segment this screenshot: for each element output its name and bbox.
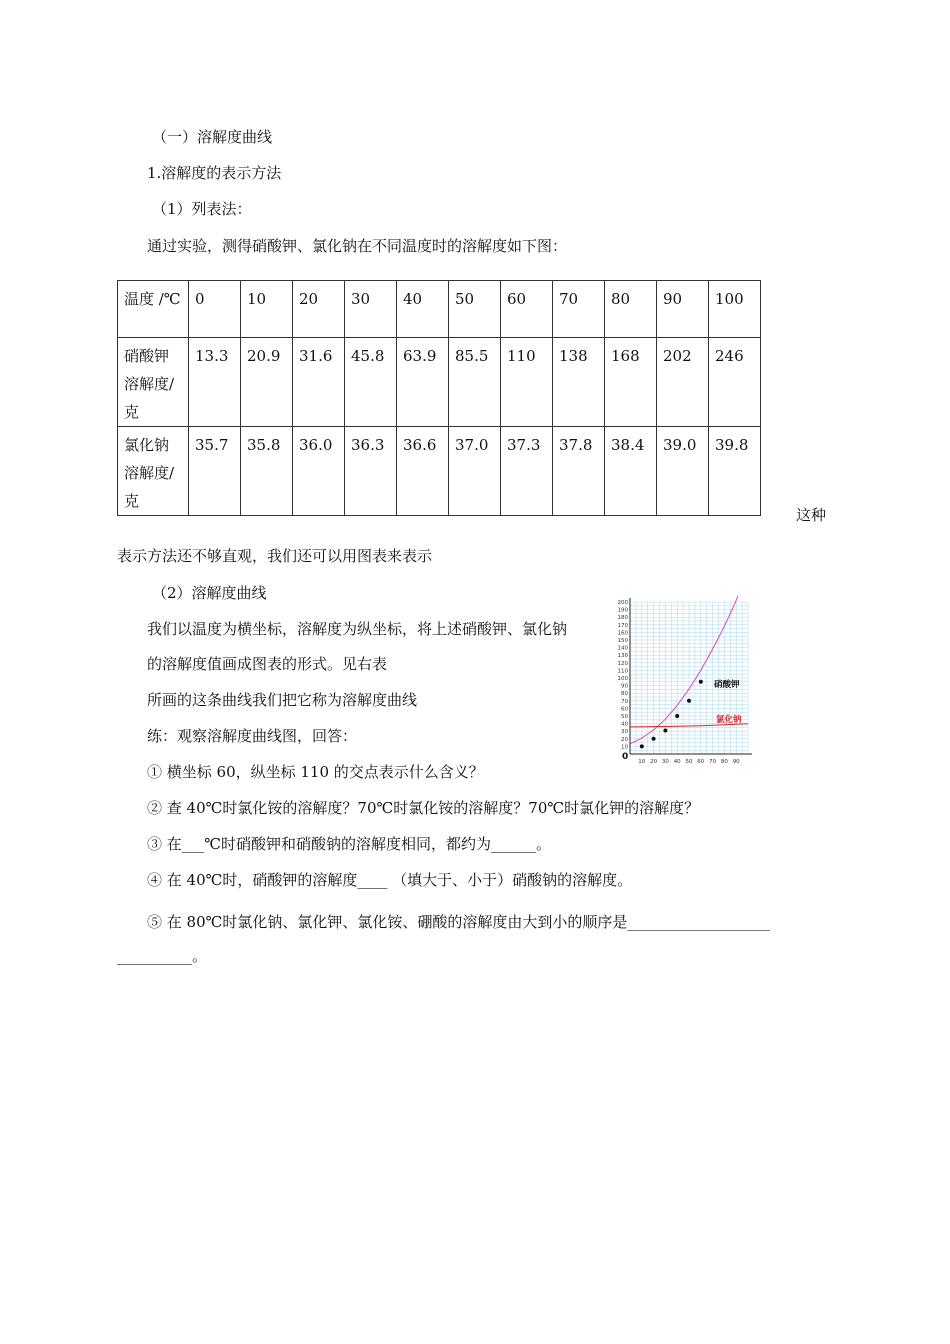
temperature-row	[118, 281, 761, 338]
table-cell: 100	[709, 281, 761, 338]
x-tick-label: 70	[709, 759, 717, 765]
table-cell: 138	[553, 338, 605, 427]
question-5: ⑤ 在 80℃时氯化钠、氯化钾、氯化铵、硼酸的溶解度由大到小的顺序是___________________	[147, 913, 770, 931]
section-heading: （一）溶解度曲线	[152, 128, 273, 146]
y-tick-label: 140	[617, 645, 628, 652]
y-tick-label: 20	[621, 736, 628, 743]
table-cell: 31.6	[293, 338, 345, 427]
solubility-curve-chart	[608, 588, 760, 770]
x-tick-label: 50	[685, 759, 693, 765]
y-tick-label: 150	[617, 638, 628, 644]
table-cell: 37.8	[553, 427, 605, 516]
y-tick-label: 90	[621, 683, 628, 690]
question-1: ① 横坐标 60，纵坐标 110 的交点表示什么含义？	[147, 763, 484, 781]
method-heading: （1）列表法：	[152, 200, 252, 218]
table-cell: 38.4	[605, 427, 657, 516]
paragraph: 的溶解度值画成图表的形式。见右表	[147, 655, 388, 673]
y-tick-label: 50	[621, 714, 628, 720]
y-tick-label: 120	[617, 660, 628, 667]
table-cell: 20	[293, 281, 345, 338]
table-cell: 36.0	[293, 427, 345, 516]
x-tick-label: 60	[697, 759, 705, 765]
table-cell: 90	[657, 281, 709, 338]
series-label-kno3: 硝酸钾	[714, 680, 740, 691]
table-cell: 85.5	[449, 338, 501, 427]
table-cell: 36.6	[397, 427, 449, 516]
table-cell: 0	[189, 281, 241, 338]
paragraph: 练：观察溶解度曲线图，回答：	[147, 727, 358, 745]
table-cell: 13.3	[189, 338, 241, 427]
x-tick-label: 80	[720, 759, 728, 765]
series-label-nacl: 氯化钠	[716, 715, 742, 726]
y-tick-label: 170	[617, 622, 628, 629]
table-cell: 36.3	[345, 427, 397, 516]
subsection-heading: 1.溶解度的表示方法	[147, 164, 282, 182]
question-5-continuation: __________。	[117, 947, 208, 965]
kno3-row	[118, 338, 761, 427]
table-cell: 39.0	[657, 427, 709, 516]
paragraph-tail: 这种	[796, 506, 827, 524]
data-point	[663, 728, 667, 732]
table-cell: 70	[553, 281, 605, 338]
table-cell: 63.9	[397, 338, 449, 427]
data-point	[687, 699, 691, 703]
table-cell: 202	[657, 338, 709, 427]
data-point	[699, 680, 703, 684]
curve-section-heading: （2）溶解度曲线	[152, 584, 267, 602]
table-cell: 30	[345, 281, 397, 338]
y-tick-label: 190	[617, 607, 628, 614]
table-cell: 35.8	[241, 427, 293, 516]
y-tick-label: 70	[621, 698, 628, 705]
y-tick-label: 200	[617, 600, 628, 606]
table-cell: 80	[605, 281, 657, 338]
x-tick-label: 30	[661, 759, 669, 765]
y-tick-label: 60	[621, 706, 628, 713]
data-point	[675, 714, 679, 718]
table-cell: 246	[709, 338, 761, 427]
data-point	[652, 737, 656, 741]
table-cell: 37.3	[501, 427, 553, 516]
y-tick-label: 30	[621, 729, 628, 736]
solubility-table	[117, 280, 761, 516]
y-tick-label: 100	[617, 676, 628, 682]
y-tick-label: 180	[617, 615, 628, 622]
origin-label: 0	[622, 752, 629, 762]
intro-paragraph: 通过实验，测得硝酸钾、氯化钠在不同温度时的溶解度如下图：	[147, 237, 568, 255]
x-tick-label: 20	[650, 759, 658, 765]
table-cell: 10	[241, 281, 293, 338]
x-tick-label: 40	[673, 759, 681, 765]
y-tick-label: 40	[621, 721, 628, 728]
y-tick-label: 10	[621, 744, 628, 751]
y-tick-label: 160	[617, 630, 628, 637]
x-tick-label: 90	[732, 759, 740, 765]
paragraph: 我们以温度为横坐标，溶解度为纵坐标，将上述硝酸钾、氯化钠	[147, 620, 568, 638]
table-cell: 39.8	[709, 427, 761, 516]
y-tick-label: 110	[617, 668, 628, 675]
table-cell: 60	[501, 281, 553, 338]
table-cell: 168	[605, 338, 657, 427]
question-4: ④ 在 40℃时，硝酸钾的溶解度____ （填大于、小于）硝酸钠的溶解度。	[147, 871, 633, 889]
paragraph: 所画的这条曲线我们把它称为溶解度曲线	[147, 691, 418, 709]
table-cell: 50	[449, 281, 501, 338]
row-header: 硝酸钾溶解度/克	[118, 338, 189, 427]
y-tick-label: 80	[621, 691, 628, 698]
table-cell: 110	[501, 338, 553, 427]
question-2: ② 查 40℃时氯化铵的溶解度？70℃时氯化铵的溶解度？70℃时氯化钾的溶解度？	[147, 799, 700, 817]
data-point	[640, 744, 644, 748]
table-cell: 45.8	[345, 338, 397, 427]
table-cell: 20.9	[241, 338, 293, 427]
table-cell: 35.7	[189, 427, 241, 516]
question-3: ③ 在___℃时硝酸钾和硝酸钠的溶解度相同，都约为______。	[147, 835, 552, 853]
y-tick-label: 130	[617, 653, 628, 660]
paragraph: 表示方法还不够直观，我们还可以用图表来表示	[117, 547, 433, 565]
x-tick-label: 10	[638, 759, 646, 765]
nacl-row	[118, 427, 761, 516]
row-header: 氯化钠溶解度/克	[118, 427, 189, 516]
table-cell: 40	[397, 281, 449, 338]
row-header: 温度 /℃	[118, 281, 189, 338]
table-cell: 37.0	[449, 427, 501, 516]
